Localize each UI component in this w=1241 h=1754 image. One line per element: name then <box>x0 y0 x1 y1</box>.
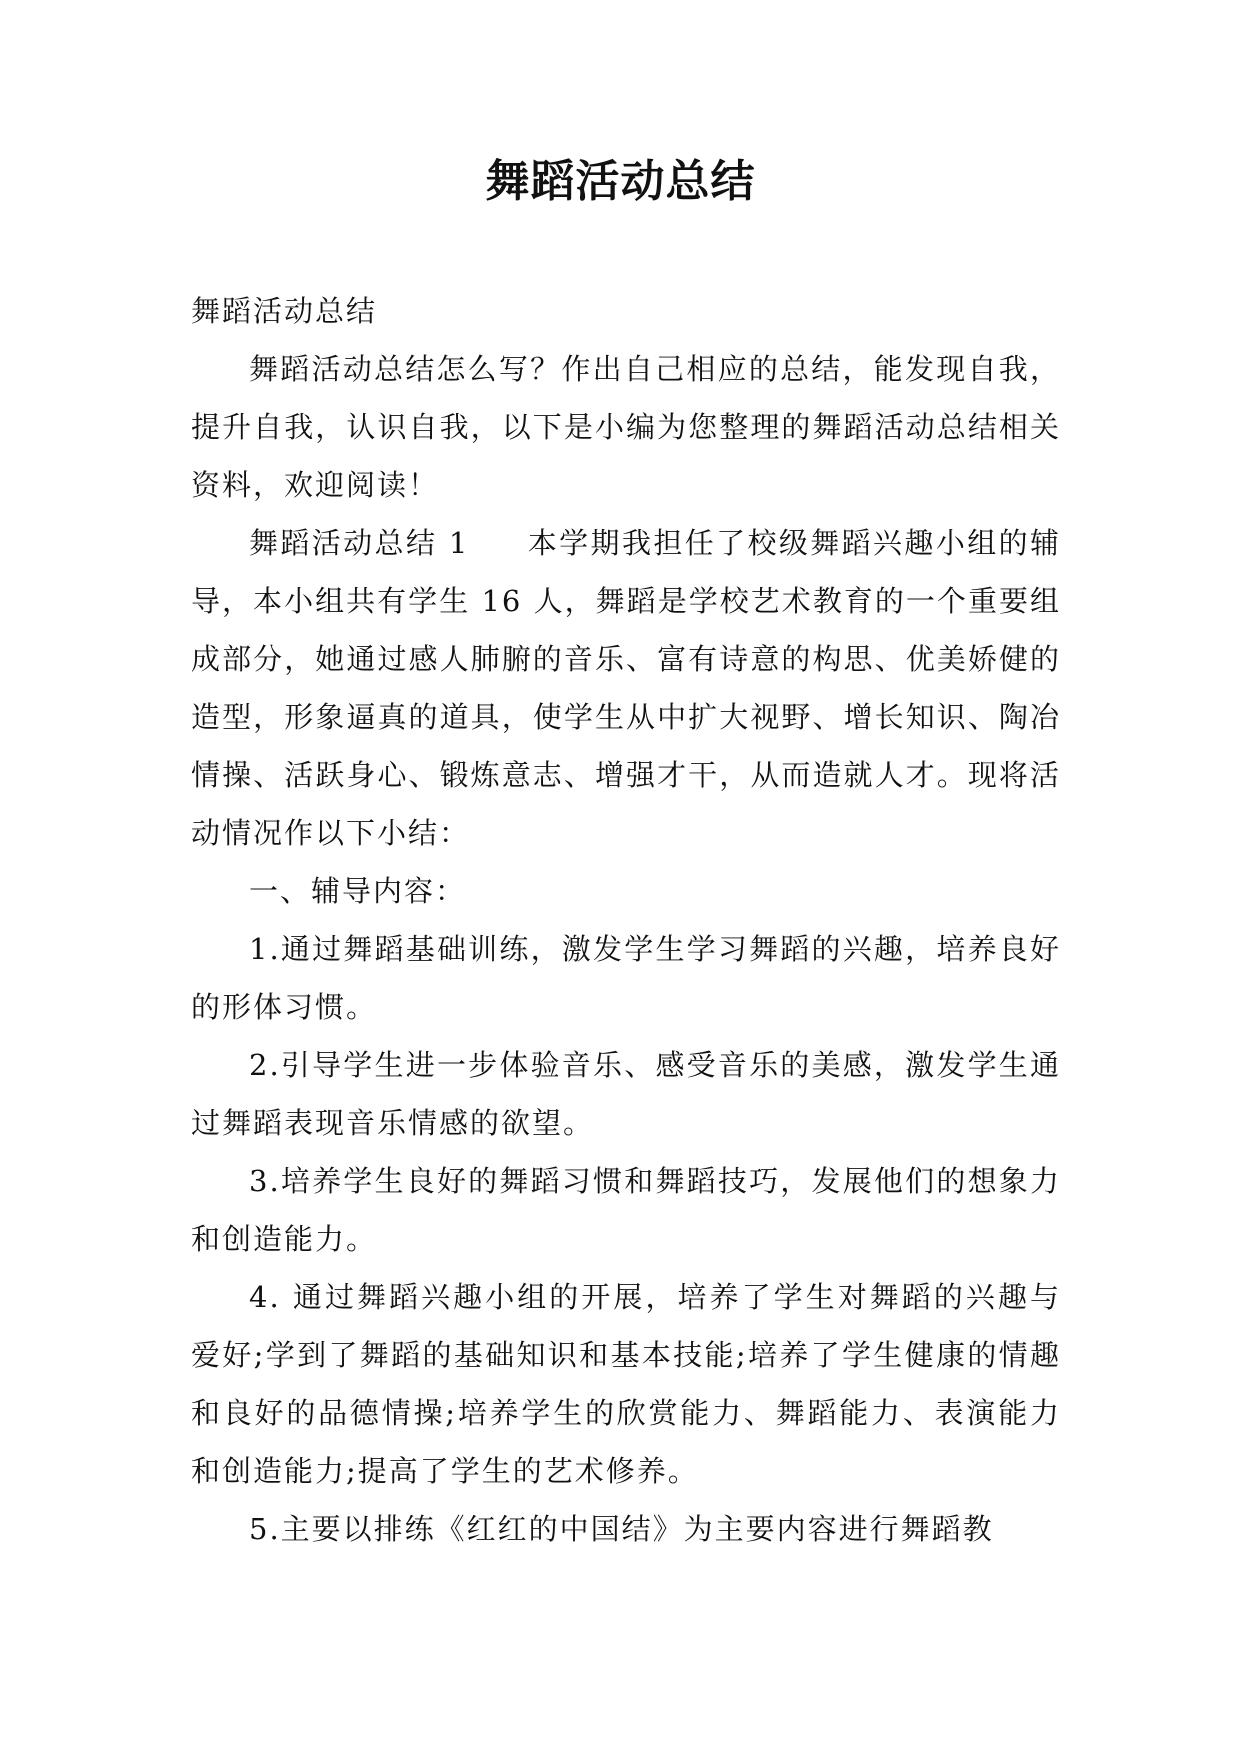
section1-body: 本学期我担任了校级舞蹈兴趣小组的辅导，本小组共有学生 16 人，舞蹈是学校艺术教育的一个重要组成部分，她通过感人肺腑的音乐、富有诗意的构思、优美娇健的造型，形象逼真的道具，使学生从中扩大视野、增长知识、陶冶情操、活跃身心、锻炼意志、增强才干，从而造就人才。现将活动情况作以下小结： <box>191 526 1061 850</box>
list-item: 3.培养学生良好的舞蹈习惯和舞蹈技巧，发展他们的想象力和创造能力。 <box>191 1164 1061 1256</box>
section1-paragraph <box>191 514 1061 862</box>
list-item: 4. 通过舞蹈兴趣小组的开展，培养了学生对舞蹈的兴趣与爱好;学到了舞蹈的基础知识和基本技能;培养了学生健康的情趣和良好的品德情操;培养学生的欣赏能力、舞蹈能力、表演能力和创造能力;提高了学生的艺术修养。 <box>191 1280 1061 1488</box>
document-body <box>191 282 1061 1558</box>
list-item: 1.通过舞蹈基础训练，激发学生学习舞蹈的兴趣，培养良好的形体习惯。 <box>191 932 1061 1024</box>
content-heading: 一、辅导内容： <box>249 874 467 908</box>
list-item: 2.引导学生进一步体验音乐、感受音乐的美感，激发学生通过舞蹈表现音乐情感的欲望。 <box>191 1048 1061 1140</box>
subtitle-paragraph: 舞蹈活动总结 <box>191 294 378 328</box>
list-item: 5.主要以排练《红红的中国结》为主要内容进行舞蹈教 <box>249 1512 994 1546</box>
section1-heading: 舞蹈活动总结 1 <box>249 526 470 560</box>
intro-paragraph: 舞蹈活动总结怎么写？作出自己相应的总结，能发现自我，提升自我，认识自我，以下是小编为您整理的舞蹈活动总结相关资料，欢迎阅读！ <box>191 352 1061 502</box>
document-title: 舞蹈活动总结 <box>485 156 756 207</box>
